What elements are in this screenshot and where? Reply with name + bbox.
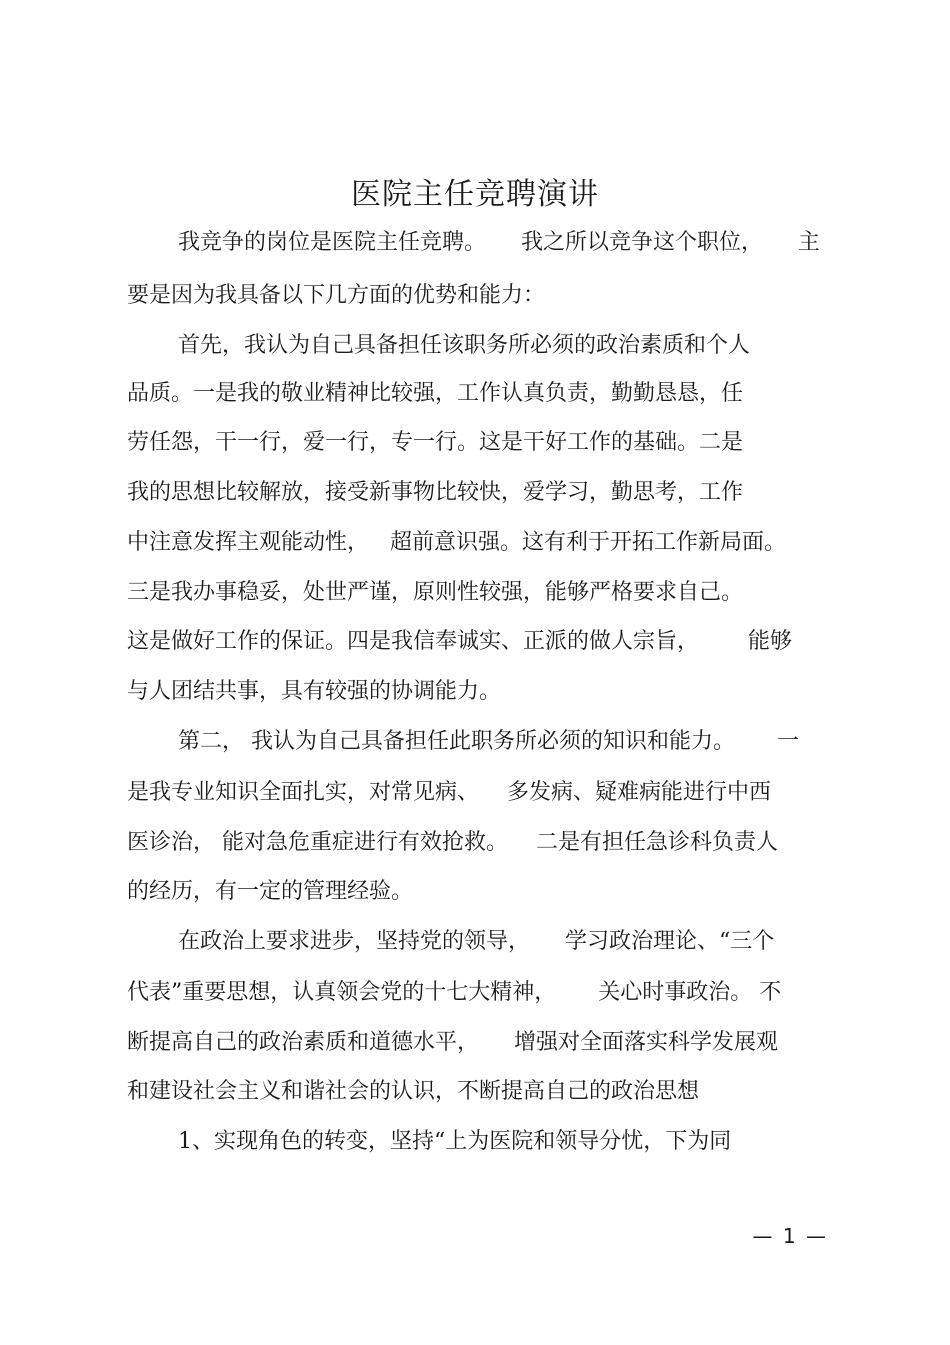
paragraph-line: 代表”重要思想，认真领会党的十七大精神， 关心时事政治。 不	[127, 980, 782, 1005]
paragraph-line: 中注意发挥主观能动性， 超前意识强。这有利于开拓工作新局面。	[127, 530, 786, 555]
paragraph-line: 与人团结共事，具有较强的协调能力。	[127, 679, 502, 704]
paragraph-line: 1、实现角色的转变，坚持“上为医院和领导分忧，下为同	[178, 1129, 732, 1154]
paragraph-line: 首先，我认为自己具备担任该职务所必须的政治素质和个人	[178, 333, 751, 358]
paragraph-line: 我竞争的岗位是医院主任竞聘。 我之所以竞争这个职位， 主	[178, 230, 820, 255]
paragraph-line: 的经历，有一定的管理经验。	[127, 879, 414, 904]
paragraph-line: 劳任怨，干一行，爱一行，专一行。这是干好工作的基础。二是	[127, 430, 744, 455]
paragraph-line: 品质。一是我的敬业精神比较强，工作认真负责，勤勤恳恳，任	[127, 381, 744, 406]
paragraph-line: 这是做好工作的保证。四是我信奉诚实、正派的做人宗旨， 能够	[127, 629, 792, 654]
paragraph-line: 三是我办事稳妥，处世严谨，原则性较强，能够严格要求自己。	[127, 580, 744, 605]
paragraph-line: 要是因为我具备以下几方面的优势和能力：	[127, 283, 546, 308]
paragraph-line: 是我专业知识全面扎实，对常见病、 多发病、疑难病能进行中西	[127, 780, 771, 805]
page-number: — 1 —	[752, 1224, 828, 1248]
document-title: 医院主任竞聘演讲	[351, 177, 599, 212]
paragraph-line: 第二， 我认为自己具备担任此职务所必须的知识和能力。 一	[178, 729, 799, 754]
paragraph-line: 和建设社会主义和谐社会的认识，不断提高自己的政治思想	[127, 1079, 700, 1104]
paragraph-line: 断提高自己的政治素质和道德水平， 增强对全面落实科学发展观	[127, 1030, 778, 1055]
paragraph-line: 医诊治， 能对急危重症进行有效抢救。 二是有担任急诊科负责人	[127, 830, 778, 855]
paragraph-line: 在政治上要求进步，坚持党的领导， 学习政治理论、“三个	[178, 929, 775, 954]
paragraph-line: 我的思想比较解放，接受新事物比较快，爱学习，勤思考，工作	[127, 480, 744, 505]
